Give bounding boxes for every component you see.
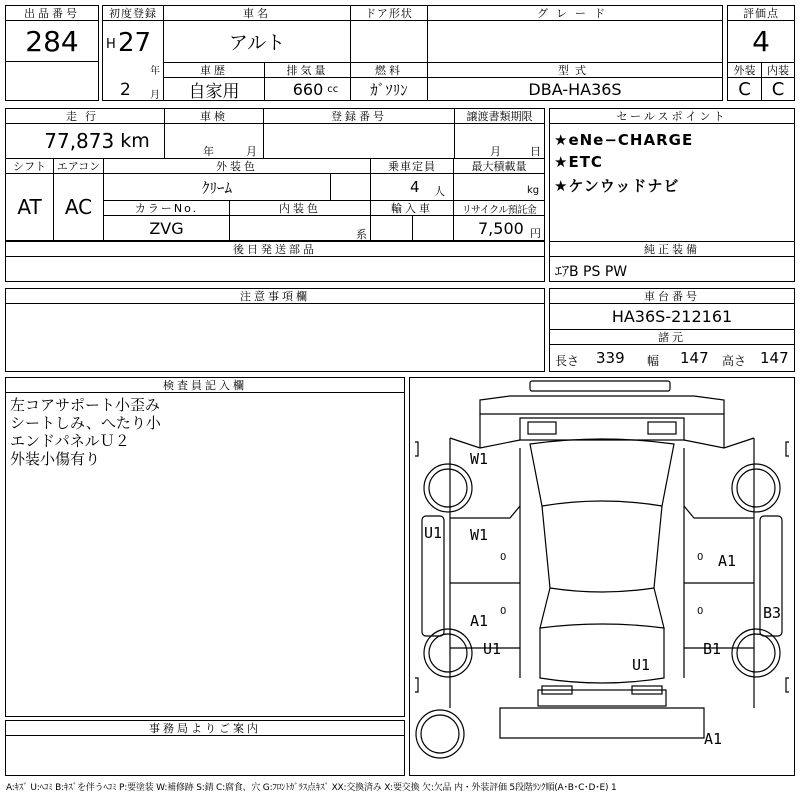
- notes-header: 注意事項欄: [5, 288, 545, 304]
- import-header: 輸入車: [370, 200, 454, 216]
- capacity-header: 乗車定員: [370, 158, 454, 174]
- max-load-header: 最大積載量: [453, 158, 545, 174]
- sales-points-header: セールスポイント: [549, 108, 795, 124]
- color-sub-cell: [330, 173, 371, 201]
- damage-mark-u1-left-rail: U1: [424, 524, 443, 542]
- inspector-header: 検査員記入欄: [5, 377, 405, 393]
- score-header: 評価点: [727, 5, 795, 21]
- divider: [5, 61, 99, 62]
- sales-point-3: ★ケンウッドナビ: [554, 177, 680, 195]
- office-header: 事務局よりご案内: [5, 720, 405, 736]
- door-header: ドア形状: [350, 5, 428, 21]
- length: 339: [596, 349, 625, 367]
- fuel: ｶﾞｿﾘﾝ: [350, 77, 428, 101]
- mileage-unit: km: [120, 130, 150, 152]
- zero-mark-3: 0: [697, 552, 704, 563]
- color: ｸﾘｰﾑ: [103, 173, 331, 201]
- history: 自家用: [163, 77, 265, 101]
- zero-mark-4: 0: [697, 606, 704, 617]
- inspection-month-unit: 月: [246, 145, 257, 158]
- displacement-unit: cc: [327, 83, 339, 95]
- interior-header: 内装: [761, 62, 795, 78]
- mileage-header: 走行: [5, 108, 165, 124]
- damage-mark-u1-left-wheel: U1: [483, 640, 502, 658]
- chassis-number: HA36S-212161: [549, 303, 795, 330]
- reg-month: 2: [120, 80, 131, 100]
- exterior-header: 外装: [727, 62, 762, 78]
- interior-grade: C: [761, 77, 795, 101]
- first-registration-header: 初度登録: [102, 5, 164, 21]
- inspector-note-1: 左コアサポート小歪み: [10, 396, 161, 414]
- displacement-cell: [264, 77, 351, 101]
- width-label: 幅: [647, 354, 660, 368]
- damage-mark-u1-rear: U1: [632, 656, 651, 674]
- interior-color-cell: [229, 215, 371, 241]
- inspection-header: 車検: [164, 108, 264, 124]
- inspector-note-2: シートしみ、へたり小: [10, 414, 161, 432]
- history-header: 車歴: [163, 62, 265, 78]
- later-parts-header: 後日発送部品: [5, 241, 545, 257]
- door-value: [350, 20, 428, 63]
- recycle-amount: 7,500: [478, 219, 524, 238]
- mileage-cell: [5, 123, 165, 159]
- damage-legend: A:ｷｽﾞ U:ﾍｺﾐ B:ｷｽﾞを伴うﾍｺﾐ P:要塗装 W:補修跡 S:錆 C:腐食、穴 G:ﾌﾛﾝﾄｶﾞﾗｽ点ｷｽﾞ XX:交換済み X:要交換 欠:欠品 内・外装評価 5段階ﾗﾝｸ順(A･B･C･D･E) 1: [6, 783, 617, 793]
- lot-number: 284: [25, 24, 79, 58]
- sales-point-1: ★eNe−CHARGE: [554, 131, 694, 149]
- color-no-header: カラーNo.: [103, 200, 230, 216]
- genuine-equipment: ｴｱB PS PW: [555, 264, 628, 280]
- shift-header: シフト: [5, 158, 54, 174]
- zero-mark-2: 0: [500, 606, 507, 617]
- transfer-header: 譲渡書類期限: [454, 108, 545, 124]
- max-load-unit: kg: [527, 185, 540, 196]
- reg-year: 27: [118, 28, 152, 58]
- capacity-unit: 人: [434, 185, 445, 198]
- grade-header: グレード: [427, 5, 723, 21]
- damage-mark-b3-right-rail: B3: [763, 604, 782, 622]
- month-unit: 月: [150, 90, 160, 101]
- inspector-note-4: 外装小傷有り: [10, 450, 101, 468]
- model-header: 型式: [427, 62, 723, 78]
- inspection-year-unit: 年: [203, 145, 214, 158]
- ac-header: エアコン: [53, 158, 104, 174]
- car-name-header: 車名: [163, 5, 351, 21]
- displacement-header: 排気量: [264, 62, 351, 78]
- length-label: 長さ: [555, 354, 580, 368]
- damage-mark-w1-left: W1: [470, 526, 489, 544]
- lot-number-header: 出品番号: [5, 5, 99, 21]
- fuel-header: 燃料: [350, 62, 428, 78]
- zero-mark-1: 0: [500, 552, 507, 563]
- color-no: ZVG: [103, 215, 230, 241]
- sales-point-2: ★ETC: [554, 153, 603, 171]
- recycle-header: リサイクル預託金: [453, 200, 545, 216]
- mileage: 77,873: [44, 129, 115, 153]
- grade-value: [427, 20, 723, 63]
- height: 147: [760, 349, 789, 367]
- transfer-day-unit: 日: [530, 145, 541, 158]
- capacity: 4: [410, 178, 420, 196]
- damage-mark-a1-left-rear: A1: [470, 612, 489, 630]
- damage-mark-w1-front: W1: [470, 450, 489, 468]
- damage-mark-a1-bottom: A1: [704, 730, 723, 748]
- reg-number-cell: [263, 123, 455, 159]
- transfer-month-unit: 月: [490, 145, 501, 158]
- chassis-header: 車台番号: [549, 288, 795, 304]
- ac: AC: [53, 173, 104, 241]
- interior-color-unit: 系: [356, 228, 367, 241]
- interior-color-header: 内装色: [229, 200, 371, 216]
- color-header: 外装色: [103, 158, 371, 174]
- import-cell-b: [412, 215, 454, 241]
- car-diagram: [410, 378, 794, 775]
- score: 4: [727, 20, 795, 63]
- displacement: 660: [292, 79, 324, 99]
- damage-mark-b1-right: B1: [703, 640, 722, 658]
- shift: AT: [5, 173, 54, 241]
- width: 147: [680, 349, 709, 367]
- recycle-unit: 円: [530, 227, 541, 240]
- model: DBA-HA36S: [427, 77, 723, 101]
- reg-number-header: 登録番号: [263, 108, 455, 124]
- era: H: [106, 37, 116, 52]
- height-label: 高さ: [722, 354, 747, 368]
- car-name: アルト: [163, 20, 351, 63]
- damage-mark-a1-right: A1: [718, 552, 737, 570]
- year-unit: 年: [150, 66, 160, 77]
- genuine-header: 純正装備: [549, 241, 795, 257]
- import-cell-a: [370, 215, 413, 241]
- inspector-note-3: エンドパネルＵ２: [10, 432, 130, 450]
- exterior-grade: C: [727, 77, 762, 101]
- spec-header: 諸元: [549, 329, 795, 345]
